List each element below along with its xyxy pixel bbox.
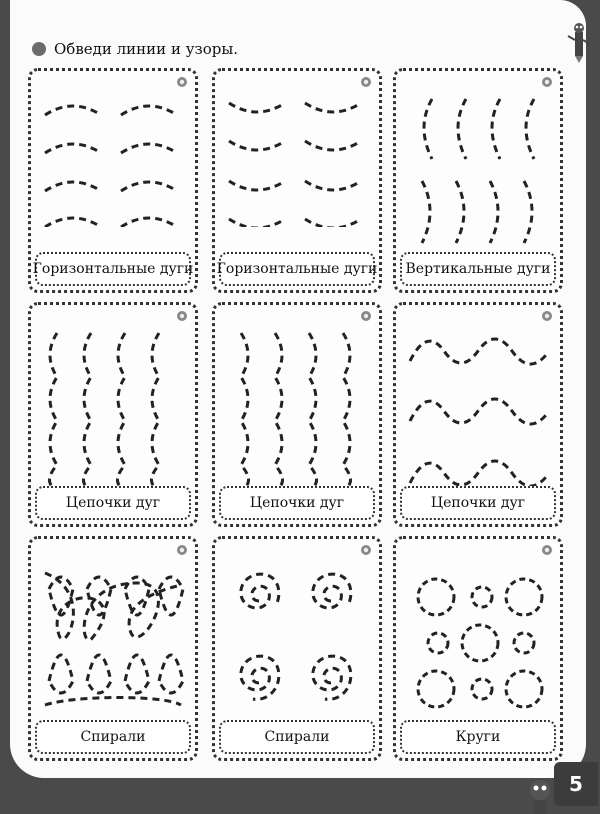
card-label: Горизонтальные дуги (219, 252, 375, 286)
card-label: Цепочки дуг (219, 486, 375, 520)
pattern-waves (400, 311, 556, 491)
card-label: Горизонтальные дуги (35, 252, 191, 286)
card-arc-chains-2 (212, 302, 382, 527)
card-label: Цепочки дуг (400, 486, 556, 520)
card-circles (393, 536, 563, 761)
card-spirals-2 (212, 536, 382, 761)
instruction-text: Обведи линии и узоры. (54, 40, 239, 58)
pattern-spirals (219, 545, 375, 720)
card-label: Круги (400, 720, 556, 754)
card-horizontal-arcs-1 (28, 68, 198, 293)
card-arc-chains-1 (28, 302, 198, 527)
card-spirals-1 (28, 536, 198, 761)
page-number: 5 (554, 762, 598, 806)
pencil-character-icon (566, 22, 592, 64)
card-label: Цепочки дуг (35, 486, 191, 520)
card-label: Спирали (35, 720, 191, 754)
pattern-arc-chains-right (219, 311, 375, 491)
pattern-loops (35, 545, 191, 720)
bullet-icon (32, 42, 46, 56)
pattern-arcs-up (219, 77, 375, 227)
card-horizontal-arcs-2 (212, 68, 382, 293)
card-label: Спирали (219, 720, 375, 754)
instruction (32, 40, 238, 58)
pattern-circles (400, 545, 556, 720)
card-label: Вертикальные дуги (400, 252, 556, 286)
pattern-arcs-down (35, 77, 191, 227)
pattern-vertical-arcs (400, 77, 556, 247)
pattern-arc-chains-left (35, 311, 191, 491)
card-vertical-arcs (393, 68, 563, 293)
card-arc-chains-3 (393, 302, 563, 527)
